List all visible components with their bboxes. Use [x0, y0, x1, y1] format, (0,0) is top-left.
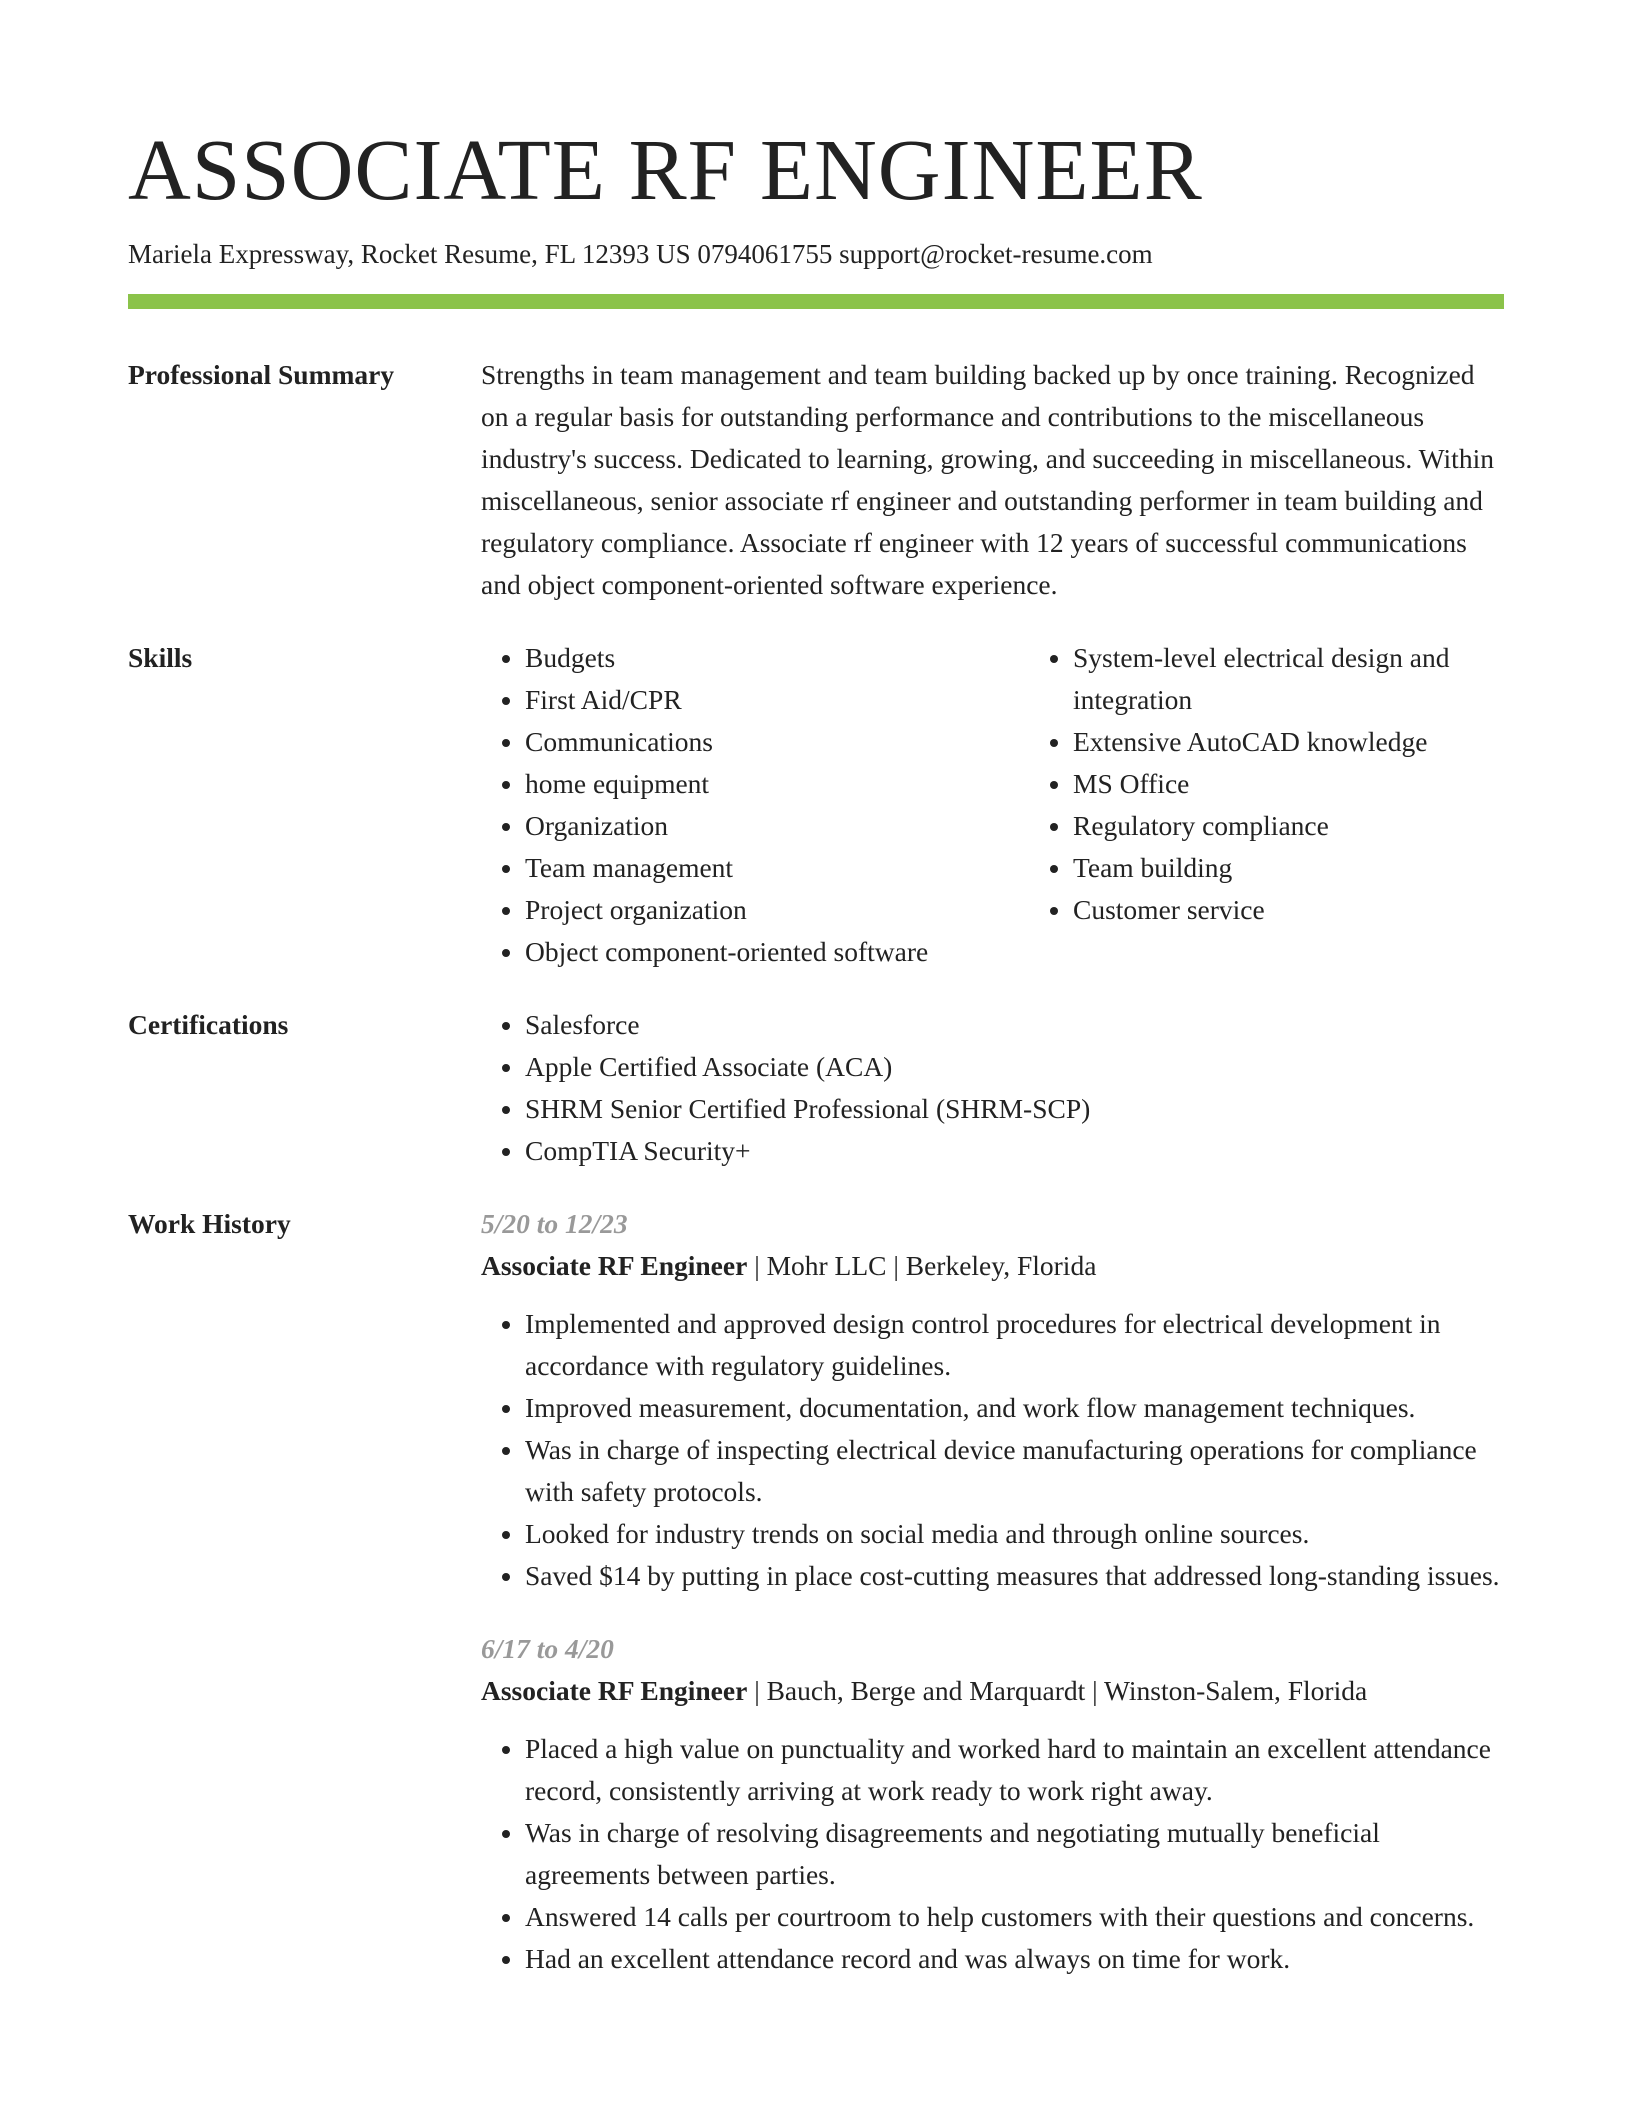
accent-divider: [128, 294, 1504, 309]
job-entry: [481, 1203, 1504, 1597]
list-item: • Team building: [1073, 847, 1504, 889]
skills-section: [128, 637, 1504, 973]
summary-heading: Professional Summary: [128, 359, 395, 390]
job-title: Associate RF Engineer: [481, 1675, 748, 1706]
summary-text: Strengths in team management and team building backed up by once training. Recognized on a regular basis for outstanding performance and contributions to the miscellaneous industry's success. Dedicated to learning, growing, and succeeding in miscellaneous. Within miscellaneous, senior associate rf engineer and outstanding performer in team building and regulatory compliance. Associate rf engineer with 12 years of successful communications and object component-oriented software experience.: [481, 359, 1494, 600]
job-bullets: [481, 1303, 1504, 1597]
job-bullets: [481, 1728, 1504, 1980]
job-details: | Bauch, Berge and Marquardt | Winston-Salem, Florida: [747, 1675, 1368, 1706]
list-item: • Placed a high value on punctuality and worked hard to maintain an excellent attendance record, consistently arriving at work ready to work right away.: [525, 1728, 1504, 1812]
list-item: • SHRM Senior Certified Professional (SHRM-SCP): [525, 1088, 1504, 1130]
list-item: • Team management: [525, 847, 1029, 889]
job-header: [481, 1245, 1504, 1287]
list-item: • Regulatory compliance: [1073, 805, 1504, 847]
work-history-body: [481, 1203, 1504, 1980]
work-history-heading: Work History: [128, 1208, 291, 1239]
list-item: • Salesforce: [525, 1004, 1504, 1046]
skills-heading: Skills: [128, 642, 193, 673]
list-item: • MS Office: [1073, 763, 1504, 805]
list-item: • Was in charge of inspecting electrical device manufacturing operations for compliance with safety protocols.: [525, 1429, 1504, 1513]
page-title: ASSOCIATE RF ENGINEER: [128, 121, 1203, 218]
list-item: • Implemented and approved design control procedures for electrical development in accordance with regulatory guidelines.: [525, 1303, 1504, 1387]
list-item: • Project organization: [525, 889, 1029, 931]
job-details: | Mohr LLC | Berkeley, Florida: [747, 1250, 1097, 1281]
job-dates: 6/17 to 4/20: [481, 1633, 614, 1664]
list-item: • Organization: [525, 805, 1029, 847]
certifications-heading: Certifications: [128, 1009, 289, 1040]
list-item: • Apple Certified Associate (ACA): [525, 1046, 1504, 1088]
job-entry: [481, 1628, 1504, 1980]
skills-columns: [481, 637, 1504, 973]
contact-line: Mariela Expressway, Rocket Resume, FL 12393 US 0794061755 support@rocket-resume.com: [128, 239, 1153, 269]
list-item: • Communications: [525, 721, 1029, 763]
job-header: [481, 1670, 1504, 1712]
list-item: • Improved measurement, documentation, and work flow management techniques.: [525, 1387, 1504, 1429]
certifications-list: [481, 1004, 1504, 1172]
list-item: • Had an excellent attendance record and was always on time for work.: [525, 1938, 1504, 1980]
list-item: • Object component-oriented software: [525, 931, 1029, 973]
job-title: Associate RF Engineer: [481, 1250, 748, 1281]
job-dates: 5/20 to 12/23: [481, 1208, 628, 1239]
work-history-section: [128, 1203, 1504, 1980]
list-item: • Saved $14 by putting in place cost-cutting measures that addressed long-standing issues.: [525, 1555, 1504, 1597]
skills-list-left: [481, 637, 1029, 973]
certifications-body: [481, 1004, 1504, 1172]
summary-section: [128, 354, 1504, 606]
certifications-section: [128, 1004, 1504, 1172]
skills-list-right: [1029, 637, 1504, 973]
list-item: • First Aid/CPR: [525, 679, 1029, 721]
list-item: • Customer service: [1073, 889, 1504, 931]
list-item: • home equipment: [525, 763, 1029, 805]
list-item: • Budgets: [525, 637, 1029, 679]
list-item: • Looked for industry trends on social media and through online sources.: [525, 1513, 1504, 1555]
list-item: • Was in charge of resolving disagreements and negotiating mutually beneficial agreements between parties.: [525, 1812, 1504, 1896]
list-item: • Answered 14 calls per courtroom to help customers with their questions and concerns.: [525, 1896, 1504, 1938]
list-item: • CompTIA Security+: [525, 1130, 1504, 1172]
list-item: • System-level electrical design and integration: [1073, 637, 1504, 721]
list-item: • Extensive AutoCAD knowledge: [1073, 721, 1504, 763]
